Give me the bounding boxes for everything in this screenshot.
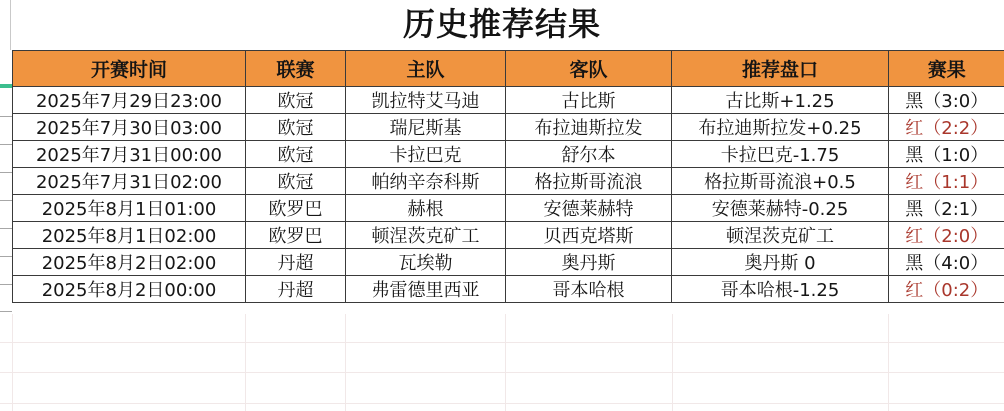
cell-away[interactable]: 布拉迪斯拉发 [506,114,672,141]
cell-result[interactable]: 黑（3:0） [889,87,1004,114]
column-header-home[interactable]: 主队 [346,51,506,87]
cell-handicap[interactable]: 古比斯+1.25 [672,87,889,114]
table-row [13,195,1004,222]
cell-away[interactable]: 格拉斯哥流浪 [506,168,672,195]
cell-home[interactable]: 瓦埃勒 [346,249,506,276]
cell-away[interactable]: 舒尔本 [506,141,672,168]
column-header-league[interactable]: 联赛 [246,51,346,87]
cell-result[interactable]: 红（2:0） [889,222,1004,249]
cell-league[interactable]: 欧罗巴 [246,222,346,249]
gutter-gridline [0,144,12,145]
page-title[interactable]: 历史推荐结果 [402,5,601,43]
cell-handicap[interactable]: 安德莱赫特-0.25 [672,195,889,222]
cell-home[interactable]: 顿涅茨克矿工 [346,222,506,249]
cell-result[interactable]: 黑（2:1） [889,195,1004,222]
column-header-away[interactable]: 客队 [506,51,672,87]
gutter-gridline [0,172,12,173]
cell-time[interactable]: 2025年7月30日03:00 [13,114,246,141]
table-row [13,249,1004,276]
table-row [13,141,1004,168]
cell-handicap[interactable]: 格拉斯哥流浪+0.5 [672,168,889,195]
table-header [13,51,1004,87]
cell-time[interactable]: 2025年8月2日00:00 [13,276,246,303]
cell-league[interactable]: 欧冠 [246,141,346,168]
gridline [672,314,673,411]
gridline [345,314,346,411]
cell-handicap[interactable]: 布拉迪斯拉发+0.25 [672,114,889,141]
gridline [0,342,1004,343]
column-header-time[interactable]: 开赛时间 [13,51,246,87]
cell-league[interactable]: 欧冠 [246,87,346,114]
cell-handicap[interactable]: 顿涅茨克矿工 [672,222,889,249]
table-row [13,276,1004,303]
gridline [245,314,246,411]
cell-time[interactable]: 2025年7月31日00:00 [13,141,246,168]
gridline [505,314,506,411]
gridline [0,372,1004,373]
cell-league[interactable]: 欧罗巴 [246,195,346,222]
cell-home[interactable]: 弗雷德里西亚 [346,276,506,303]
cell-league[interactable]: 丹超 [246,249,346,276]
selection-mark [0,84,12,88]
cell-result[interactable]: 黑（4:0） [889,249,1004,276]
cell-handicap[interactable]: 奥丹斯 0 [672,249,889,276]
cell-away[interactable]: 安德莱赫特 [506,195,672,222]
header-row [13,51,1004,87]
gridline [12,314,13,411]
gutter-gridline [0,284,12,285]
cell-away[interactable]: 古比斯 [506,87,672,114]
cell-league[interactable]: 欧冠 [246,114,346,141]
cell-away[interactable]: 奥丹斯 [506,249,672,276]
gridline [888,314,889,411]
cell-result[interactable]: 红（2:2） [889,114,1004,141]
gutter-gridline [0,311,12,312]
table-row [13,87,1004,114]
cell-home[interactable]: 卡拉巴克 [346,141,506,168]
cell-home[interactable]: 帕纳辛奈科斯 [346,168,506,195]
table-row [13,222,1004,249]
cell-result[interactable]: 红（1:1） [889,168,1004,195]
column-header-handicap[interactable]: 推荐盘口 [672,51,889,87]
results-table [12,50,1004,303]
cell-home[interactable]: 凯拉特艾马迪 [346,87,506,114]
gutter-gridline [0,228,12,229]
cell-league[interactable]: 欧冠 [246,168,346,195]
gutter-gridline [10,0,11,50]
cell-time[interactable]: 2025年8月2日02:00 [13,249,246,276]
cell-handicap[interactable]: 哥本哈根-1.25 [672,276,889,303]
table-row [13,168,1004,195]
cell-away[interactable]: 贝西克塔斯 [506,222,672,249]
cell-time[interactable]: 2025年8月1日02:00 [13,222,246,249]
gutter-gridline [0,256,12,257]
cell-away[interactable]: 哥本哈根 [506,276,672,303]
cell-time[interactable]: 2025年8月1日01:00 [13,195,246,222]
table-row [13,114,1004,141]
cell-home[interactable]: 瑞尼斯基 [346,114,506,141]
cell-time[interactable]: 2025年7月31日02:00 [13,168,246,195]
cell-handicap[interactable]: 卡拉巴克-1.75 [672,141,889,168]
cell-home[interactable]: 赫根 [346,195,506,222]
cell-time[interactable]: 2025年7月29日23:00 [13,87,246,114]
gridline [0,403,1004,404]
cell-result[interactable]: 红（0:2） [889,276,1004,303]
cell-league[interactable]: 丹超 [246,276,346,303]
results-table-body [13,87,1004,303]
cell-result[interactable]: 黑（1:0） [889,141,1004,168]
gutter-gridline [0,116,12,117]
column-header-result[interactable]: 赛果 [889,51,1004,87]
gutter-gridline [0,200,12,201]
